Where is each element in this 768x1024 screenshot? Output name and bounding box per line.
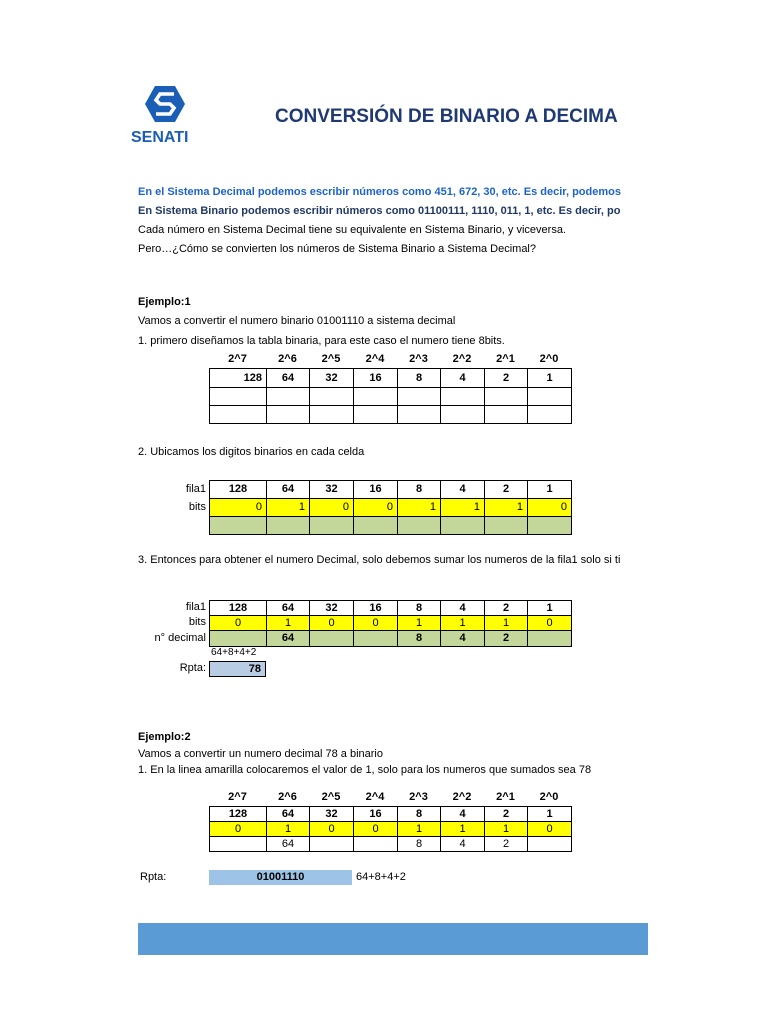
table-cell [485, 406, 528, 424]
example1-powers-header [209, 350, 571, 368]
example1-heading: Ejemplo:1 [138, 296, 191, 308]
table-cell [310, 406, 354, 424]
intro-line-4: Pero…¿Cómo se convierten los números de Sistema Binario a Sistema Decimal? [138, 243, 536, 255]
table-cell: 8 [398, 481, 441, 499]
example2-answer-cell: 01001110 [209, 870, 352, 885]
example1-step1: 1. primero diseñamos la tabla binaria, para este caso el numero tiene 8bits. [138, 335, 505, 347]
table-cell: 0 [354, 616, 398, 631]
table-cell: 1 [485, 822, 528, 837]
table-cell: 64 [267, 369, 310, 388]
example1-answer-label: Rpta: [179, 662, 206, 674]
power-header-cell: 2^0 [539, 791, 559, 803]
row-label-bits: bits [188, 616, 206, 628]
power-header-cell: 2^5 [321, 791, 341, 803]
table-cell: 1 [398, 616, 441, 631]
table-cell: 0 [310, 499, 354, 517]
table-cell: 4 [441, 631, 485, 647]
decimal-row [210, 517, 572, 535]
table-cell [354, 406, 398, 424]
table-cell: 16 [354, 481, 398, 499]
example1-sum-expression: 64+8+4+2 [211, 647, 257, 658]
power-header-cell: 2^2 [452, 353, 472, 365]
table-cell: 1 [267, 499, 310, 517]
example2-description: Vamos a convertir un numero decimal 78 a binario [138, 748, 383, 760]
power-header-cell: 2^5 [321, 353, 341, 365]
table-cell: 2 [485, 481, 528, 499]
power-header-cell: 2^1 [496, 353, 515, 365]
table-cell: 64 [267, 837, 310, 852]
table-cell: 0 [310, 822, 354, 837]
table-cell: 2 [485, 369, 528, 388]
table-cell: 32 [310, 807, 354, 822]
table-cell: 1 [267, 822, 310, 837]
table-cell [310, 517, 354, 535]
power-header-cell: 2^4 [365, 791, 385, 803]
intro-line-1: En el Sistema Decimal podemos escribir números como 451, 672, 30, etc. Es decir, podemos [138, 186, 621, 198]
table-cell [528, 517, 572, 535]
bits-row [210, 616, 572, 631]
table-cell [310, 837, 354, 852]
table-cell [210, 631, 267, 647]
table-cell: 2 [485, 631, 528, 647]
example2-answer-label: Rpta: [140, 871, 167, 883]
table-cell: 0 [528, 499, 572, 517]
decimal-row [210, 631, 572, 647]
table-cell: 8 [398, 807, 441, 822]
table-cell: 4 [441, 837, 485, 852]
table-cell [310, 631, 354, 647]
table-cell: 0 [354, 822, 398, 837]
table-cell: 4 [441, 369, 485, 388]
place-value-row [210, 481, 572, 499]
row-label-fila1: fila1 [185, 601, 206, 613]
table-cell [210, 388, 267, 406]
empty-row [210, 388, 572, 406]
place-value-row [210, 807, 572, 822]
footer-bar [138, 923, 648, 955]
example1-sum-table [209, 600, 572, 647]
table-cell [485, 517, 528, 535]
table-cell [441, 388, 485, 406]
row-label-bits: bits [188, 501, 206, 513]
power-header-cell: 2^7 [228, 353, 247, 365]
table-cell: 0 [528, 616, 572, 631]
example2-conversion-table [209, 806, 572, 852]
table-cell: 16 [354, 601, 398, 616]
row-label-decimal: n° decimal [154, 632, 206, 644]
example2-heading: Ejemplo:2 [138, 731, 191, 743]
table-cell: 8 [398, 601, 441, 616]
table-cell [267, 406, 310, 424]
place-value-row [210, 369, 572, 388]
table-cell: 1 [485, 616, 528, 631]
table-cell: 32 [310, 369, 354, 388]
table-cell [485, 388, 528, 406]
example1-description: Vamos a convertir el numero binario 01001110 a sistema decimal [138, 315, 456, 327]
example2-powers-header [209, 788, 571, 806]
bits-row [210, 499, 572, 517]
table-cell: 2 [485, 807, 528, 822]
table-cell: 0 [210, 822, 267, 837]
table-cell [441, 517, 485, 535]
power-header-cell: 2^0 [539, 353, 559, 365]
table-cell: 1 [528, 369, 572, 388]
table-cell [267, 388, 310, 406]
table-cell: 0 [528, 822, 572, 837]
table-cell [398, 406, 441, 424]
hexagon-s-icon [143, 84, 187, 124]
table-cell [210, 517, 267, 535]
table-cell: 16 [354, 369, 398, 388]
table-cell: 1 [485, 499, 528, 517]
example1-answer-table [209, 661, 266, 677]
table-cell: 4 [441, 601, 485, 616]
table-cell [210, 837, 267, 852]
table-cell: 0 [354, 499, 398, 517]
table-cell: 128 [210, 601, 267, 616]
table-cell: 8 [398, 837, 441, 852]
table-cell: 8 [398, 631, 441, 647]
table-cell: 1 [528, 807, 572, 822]
example1-step2: 2. Ubicamos los digitos binarios en cada celda [138, 446, 365, 458]
table-cell: 0 [310, 616, 354, 631]
table-cell: 1 [441, 616, 485, 631]
power-header-cell: 2^3 [409, 791, 428, 803]
table-cell: 0 [210, 499, 267, 517]
senati-logo-text: SENATI [131, 129, 189, 146]
table-cell: 0 [210, 616, 267, 631]
table-cell: 64 [267, 807, 310, 822]
table-cell [528, 631, 572, 647]
table-cell [310, 388, 354, 406]
example1-place-value-table [209, 368, 572, 424]
table-cell: 64 [267, 601, 310, 616]
table-cell: 8 [398, 369, 441, 388]
table-cell: 1 [528, 601, 572, 616]
power-header-cell: 2^6 [278, 353, 297, 365]
empty-row [210, 406, 572, 424]
table-cell: 1 [441, 499, 485, 517]
decimal-row [210, 837, 572, 852]
table-cell: 64 [267, 481, 310, 499]
table-cell [528, 406, 572, 424]
table-cell: 128 [210, 807, 267, 822]
table-cell: 128 [210, 481, 267, 499]
table-cell [398, 388, 441, 406]
power-header-cell: 2^1 [496, 791, 515, 803]
intro-line-3: Cada número en Sistema Decimal tiene su equivalente en Sistema Binario, y viceversa. [138, 224, 566, 236]
table-cell: 2 [485, 837, 528, 852]
table-cell: 1 [398, 822, 441, 837]
power-header-cell: 2^6 [278, 791, 297, 803]
table-cell [354, 388, 398, 406]
power-header-cell: 2^7 [228, 791, 247, 803]
table-cell: 4 [441, 481, 485, 499]
table-cell: 16 [354, 807, 398, 822]
example2-step1: 1. En la linea amarilla colocaremos el valor de 1, solo para los numeros que sumados sea 78 [138, 764, 592, 776]
table-cell [354, 631, 398, 647]
place-value-row [210, 601, 572, 616]
table-cell: 32 [310, 481, 354, 499]
table-cell: 128 [210, 369, 267, 388]
example1-bits-table [209, 480, 572, 535]
table-cell: 64 [267, 631, 310, 647]
table-cell: 1 [441, 822, 485, 837]
power-header-cell: 2^2 [452, 791, 472, 803]
table-cell: 1 [528, 481, 572, 499]
example2-sum-expression: 64+8+4+2 [356, 871, 406, 883]
table-cell [354, 837, 398, 852]
table-cell [528, 388, 572, 406]
table-cell [441, 406, 485, 424]
table-cell: 2 [485, 601, 528, 616]
power-header-cell: 2^4 [365, 353, 385, 365]
table-cell: 32 [310, 601, 354, 616]
intro-line-2: En Sistema Binario podemos escribir números como 01100111, 1110, 011, 1, etc. Es decir, po [138, 205, 621, 217]
table-cell: 1 [267, 616, 310, 631]
table-cell [398, 517, 441, 535]
table-cell [354, 517, 398, 535]
power-header-cell: 2^3 [409, 353, 428, 365]
table-cell [528, 837, 572, 852]
example1-answer-cell: 78 [210, 662, 266, 677]
page-title: CONVERSIÓN DE BINARIO A DECIMA [275, 106, 618, 127]
table-cell: 1 [398, 499, 441, 517]
row-label-fila1: fila1 [185, 483, 206, 495]
table-cell [267, 517, 310, 535]
table-cell [210, 406, 267, 424]
table-cell: 4 [441, 807, 485, 822]
bits-row [210, 822, 572, 837]
example1-step3: 3. Entonces para obtener el numero Decimal, solo debemos sumar los numeros de la fila1 solo si ti [138, 554, 621, 566]
